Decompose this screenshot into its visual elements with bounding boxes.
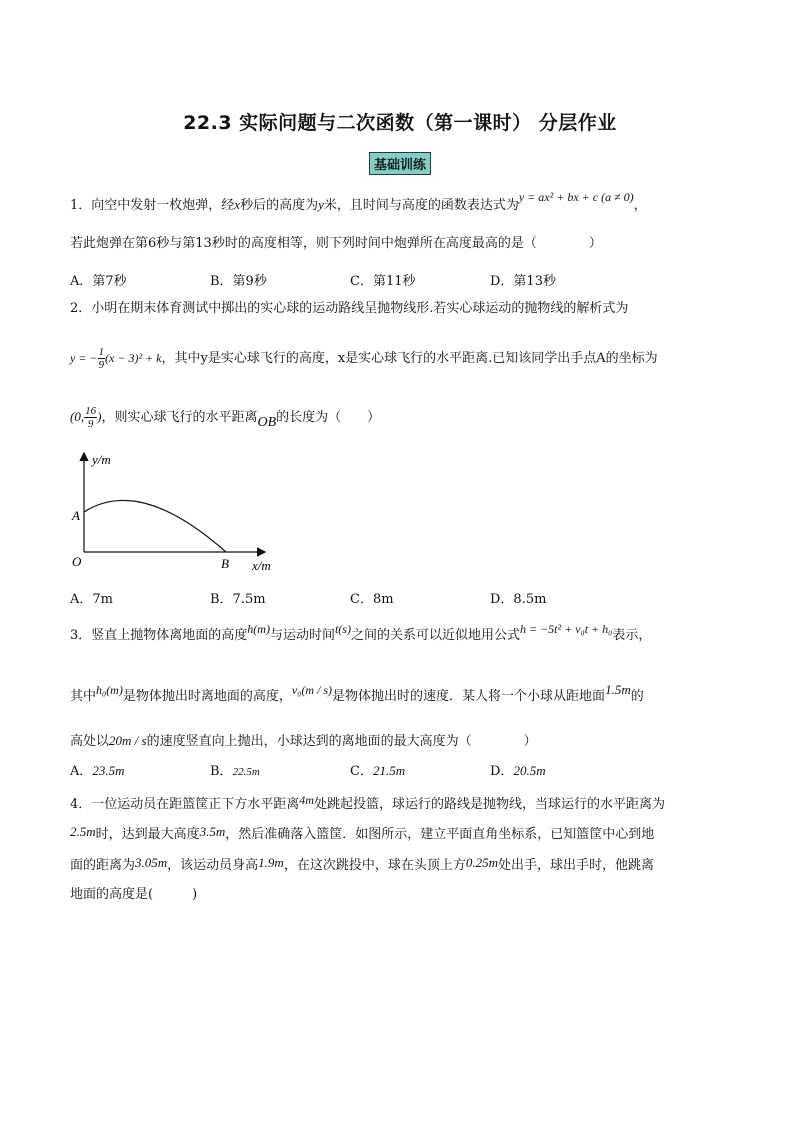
q4-line4: 地面的高度是( ) (70, 887, 198, 902)
y-axis-label: y/m (92, 452, 111, 467)
q4-line3: 面的距离为3.05m，该运动员身高1.9m，在这次跳投中，球在头顶上方0.25m处出手，球出手时，他跳离 (70, 855, 654, 873)
q3-option-b: B．22.5m (210, 764, 260, 779)
q2-line2: y = − $\frac{1}{9}$ (x − 3)² + k，其中y是实心球飞行的高度，x是实心球飞行的水平距离.已知该同学出手点A的坐标为 (70, 346, 658, 371)
q2-line1: 2．小明在期末体育测试中掷出的实心球的运动路线呈抛物线形.若实心球运动的抛物线的解析式为 (70, 301, 629, 316)
q2-option-d: D．8.5m (490, 592, 547, 607)
q1-option-d: D．第13秒 (490, 274, 556, 289)
q4-line2: 2.5m时，达到最大高度3.5m，然后准确落入篮筐．如图所示，建立平面直角坐标系，已知篮筐中心到地 (70, 824, 655, 842)
section-badge: 基础训练 (369, 152, 431, 175)
q1-option-c: C．第11秒 (350, 274, 416, 289)
point-b-label: B (221, 556, 229, 571)
q4-line1: 4．一位运动员在距篮筐正下方水平距离4m处跳起投篮，球运行的路线是抛物线，当球运行的水平距离为 (70, 793, 665, 812)
q1-option-b: B．第9秒 (210, 274, 267, 289)
point-a-label: A (72, 508, 80, 523)
q3-line2: 其中h₀(m)是物体抛出时离地面的高度，v₀(m / s)是物体抛出时的速度．某人将一个小球从距地面1.5m的 (70, 682, 644, 704)
q3-option-a: A．23.5m (70, 763, 125, 779)
q3-line1: 3．竖直上抛物体离地面的高度h(m)与运动时间t(s)之间的关系可以近似地用公式h = −5t² + v₀t + h₀表示， (70, 622, 652, 643)
q1-line1: 1．向空中发射一枚炮弹，经x秒后的高度为y米，且时间与高度的函数表达式为y = ax² + bx + c (a ≠ 0)， (70, 190, 647, 213)
origin-label: O (72, 554, 82, 569)
q1-line2: 若此炮弹在第6秒与第13秒时的高度相等，则下列时间中炮弹所在高度最高的是（ ） (70, 236, 602, 251)
q3-line3: 高处以20m / s的速度竖直向上抛出，小球达到的离地面的最大高度为（ ） (70, 733, 537, 749)
trajectory-curve (84, 500, 226, 552)
q2-option-c: C．8m (350, 592, 394, 607)
q2-option-b: B．7.5m (210, 592, 266, 607)
page-title: 22.3 实际问题与二次函数（第一课时） 分层作业 (183, 112, 617, 134)
trajectory-graph (62, 448, 282, 578)
q1-option-a: A．第7秒 (70, 274, 127, 289)
q3-option-c: C．21.5m (350, 763, 406, 779)
x-axis-label: x/m (252, 558, 271, 573)
q1-formula: y = ax² + bx + c (a ≠ 0) (518, 190, 634, 204)
q3-formula: h = −5t² + v₀t + h₀ (519, 622, 613, 636)
q3-option-d: D．20.5m (490, 763, 546, 779)
q2-line3: (0, $\frac{16}{9}$ )，则实心球飞行的水平距离OB的长度为（ ） (70, 405, 381, 430)
q2-option-a: A．7m (70, 592, 113, 607)
